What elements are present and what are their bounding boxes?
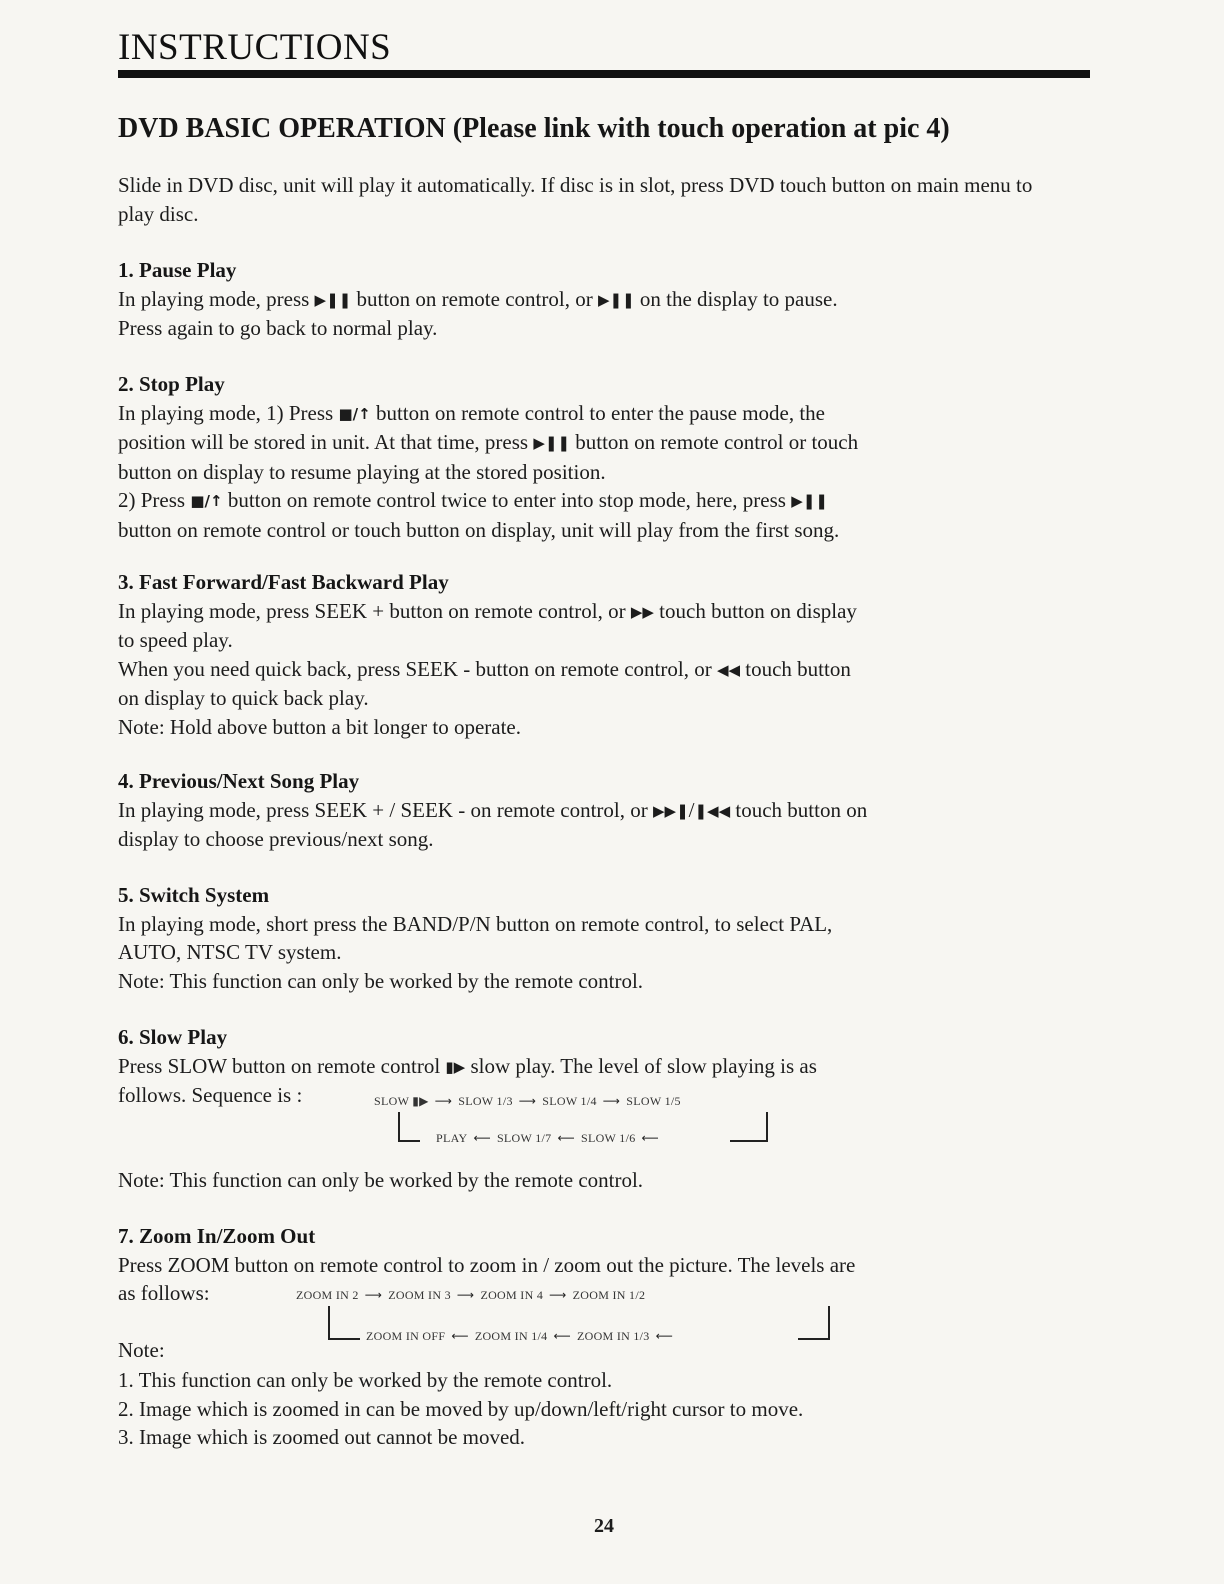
stop-line-3: button on display to resume playing at the stored position. (118, 459, 606, 484)
zoom-sequence-top (296, 1288, 645, 1303)
section-prev-next (118, 767, 1090, 854)
zoom-line-2: as follows: (118, 1281, 210, 1305)
pause-text-c: on the display to pause. (639, 286, 838, 311)
section-stop-play (118, 370, 1090, 544)
slow-icon: ▮▶ (445, 1057, 466, 1076)
stop-text-b: button on remote control to enter the pause mode, the (375, 400, 826, 425)
play-pause-icon: ▶❚❚ (791, 492, 828, 510)
pause-line-1 (118, 285, 1090, 315)
slow-sequence-bottom (436, 1131, 665, 1146)
pause-line-2: Press again to go back to normal play. (118, 316, 438, 340)
slow-line-1 (118, 1052, 1090, 1082)
slow-text-a: Press SLOW button on remote control (118, 1053, 441, 1078)
section-fast-play (118, 568, 1090, 741)
slow-text-b: slow play. The level of slow playing is as (470, 1053, 817, 1078)
prevnext-sep: / (688, 797, 695, 822)
arrow-left-icon: ⟵ (641, 1131, 660, 1145)
system-line-1: In playing mode, short press the BAND/P/N button on remote control, to select PAL, (118, 911, 833, 936)
fast-text-a: In playing mode, press SEEK + button on remote control, or (118, 598, 626, 623)
arrow-left-icon: ⟵ (451, 1329, 469, 1343)
fast-title: 3. Fast Forward/Fast Backward Play (118, 570, 449, 594)
prevnext-line-2: display to choose previous/next song. (118, 827, 434, 851)
zoom-loop-right-connector (798, 1306, 830, 1340)
slow-sequence-top (374, 1094, 681, 1109)
arrow-left-icon: ⟵ (473, 1131, 491, 1145)
stop-line-1 (118, 399, 1090, 429)
play-pause-icon: ▶❚❚ (533, 434, 570, 452)
stop-line-2 (118, 428, 1090, 458)
stop-text-d: button on remote control or touch (575, 430, 859, 454)
slow-seq-item: SLOW 1/5 (626, 1094, 681, 1108)
arrow-right-icon: ⟶ (456, 1288, 475, 1302)
stop-line-5: button on remote control or touch button on display, unit will play from the first song. (118, 517, 840, 542)
stop-text-c: position will be stored in unit. At that time, press (118, 430, 529, 454)
prevnext-text-a: In playing mode, press SEEK + / SEEK - on remote control, or (118, 797, 648, 822)
prevnext-line-1 (118, 796, 1090, 826)
arrow-right-icon: ⟶ (434, 1094, 453, 1108)
slow-seq-item: PLAY (436, 1131, 468, 1145)
fast-text-b: touch button on display (659, 598, 857, 623)
zoom-sequence-bottom (366, 1329, 679, 1344)
arrow-right-icon: ⟶ (364, 1288, 383, 1302)
fast-line-5: Note: Hold above button a bit longer to operate. (118, 714, 521, 739)
arrow-right-icon: ⟶ (518, 1094, 537, 1108)
pause-text-b: button on remote control, or (356, 286, 593, 311)
stop-line-4 (118, 486, 1090, 516)
header-title: INSTRUCTIONS (118, 27, 392, 68)
slow-seq-item: SLOW 1/4 (542, 1094, 597, 1108)
system-line-2: AUTO, NTSC TV system. (118, 940, 342, 964)
stop-text-e: 2) Press (118, 488, 186, 512)
section-title: DVD BASIC OPERATION (Please link with touch operation at pic 4) (118, 113, 950, 144)
zoom-note-label: Note: (118, 1338, 165, 1362)
fast-line-1 (118, 597, 1090, 627)
page-number: 24 (594, 1515, 614, 1537)
next-track-icon: ▶▶❚ (653, 801, 689, 820)
system-line-3: Note: This function can only be worked by the remote control. (118, 968, 644, 993)
stop-icon: ■/↑ (338, 404, 371, 423)
previous-track-icon: ❚◀◀ (694, 801, 731, 820)
fast-line-2: to speed play. (118, 628, 233, 652)
arrow-left-icon: ⟵ (553, 1329, 571, 1343)
zoom-line-1: Press ZOOM button on remote control to zoom in / zoom out the picture. The levels are (118, 1252, 856, 1277)
slow-loop-left-connector (398, 1112, 420, 1142)
zoom-seq-item: ZOOM IN 1/3 (576, 1329, 650, 1343)
slow-seq-item: SLOW ▮▶ (374, 1094, 429, 1108)
list-item: 3. Image which is zoomed out cannot be moved. (118, 1425, 526, 1449)
zoom-seq-item: ZOOM IN 3 (388, 1288, 451, 1302)
arrow-left-icon: ⟵ (557, 1131, 575, 1145)
intro-paragraph: Slide in DVD disc, unit will play it automatically. If disc is in slot, press DVD touch button on main menu to play disc. (118, 173, 1033, 226)
header-rule (118, 70, 1090, 78)
fast-text-d: touch button (745, 656, 851, 681)
slow-title: 6. Slow Play (118, 1025, 228, 1049)
stop-text-f: button on remote control twice to enter into stop mode, here, press (227, 488, 786, 512)
stop-text-a: In playing mode, 1) Press (118, 400, 334, 425)
pause-text-a: In playing mode, press (118, 286, 310, 311)
stop-icon: ■/↑ (190, 492, 223, 510)
slow-loop-right-connector (730, 1112, 768, 1142)
prevnext-text-b: touch button on (735, 797, 868, 822)
play-pause-icon: ▶❚❚ (597, 290, 635, 309)
zoom-seq-item: ZOOM IN 1/4 (474, 1329, 548, 1343)
zoom-seq-item: ZOOM IN 2 (296, 1288, 359, 1302)
prevnext-title: 4. Previous/Next Song Play (118, 769, 360, 793)
zoom-loop-left-connector (328, 1306, 360, 1340)
fast-line-4: on display to quick back play. (118, 686, 369, 710)
slow-line-2: follows. Sequence is : (118, 1083, 303, 1107)
section-switch-system (118, 881, 1090, 995)
fast-backward-icon: ◀◀ (716, 660, 741, 679)
arrow-left-icon: ⟵ (655, 1329, 674, 1343)
pause-title: 1. Pause Play (118, 258, 237, 282)
section-pause-play (118, 256, 1090, 343)
arrow-right-icon: ⟶ (602, 1094, 621, 1108)
fast-forward-icon: ▶▶ (630, 602, 654, 621)
slow-seq-item: SLOW 1/6 (580, 1131, 636, 1145)
fast-line-3 (118, 655, 1090, 685)
list-item: 1. This function can only be worked by the remote control. (118, 1368, 613, 1392)
play-pause-icon: ▶❚❚ (314, 290, 352, 309)
zoom-title: 7. Zoom In/Zoom Out (118, 1224, 316, 1248)
zoom-seq-item: ZOOM IN OFF (366, 1329, 446, 1343)
list-item: 2. Image which is zoomed in can be moved by up/down/left/right cursor to move. (118, 1396, 804, 1421)
slow-seq-item: SLOW 1/7 (496, 1131, 552, 1145)
zoom-seq-item: ZOOM IN 4 (480, 1288, 544, 1302)
stop-title: 2. Stop Play (118, 372, 225, 396)
slow-note: Note: This function can only be worked by the remote control. (118, 1168, 644, 1192)
arrow-right-icon: ⟶ (549, 1288, 567, 1302)
slow-seq-item: SLOW 1/3 (458, 1094, 513, 1108)
zoom-notes-list (118, 1366, 1090, 1452)
fast-text-c: When you need quick back, press SEEK - button on remote control, or (118, 656, 712, 681)
system-title: 5. Switch System (118, 883, 270, 907)
zoom-seq-item: ZOOM IN 1/2 (572, 1288, 646, 1302)
